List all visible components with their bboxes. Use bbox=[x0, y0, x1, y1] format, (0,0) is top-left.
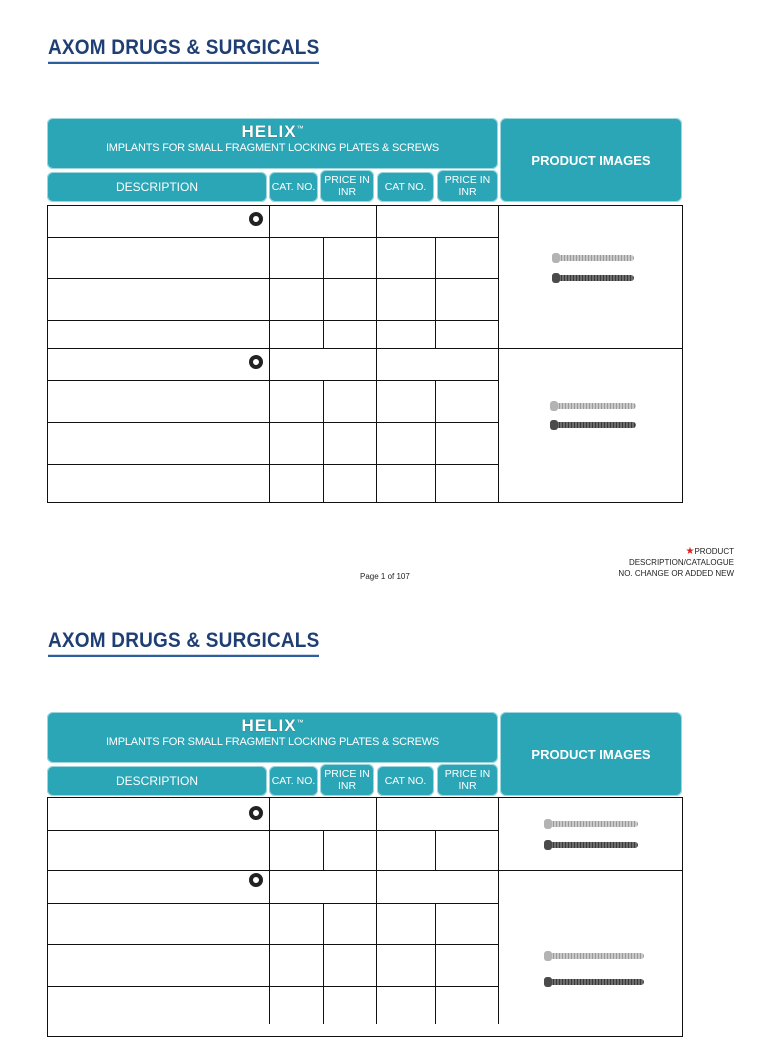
star-icon: ★ bbox=[685, 546, 695, 557]
table-subtitle: IMPLANTS FOR SMALL FRAGMENT LOCKING PLATES & SCREWS bbox=[105, 736, 440, 748]
price-header-2: PRICE IN INR bbox=[437, 170, 498, 202]
description-header: DESCRIPTION bbox=[47, 172, 267, 202]
ring-icon bbox=[249, 212, 263, 226]
screw-image bbox=[554, 422, 636, 428]
product-images-header: PRODUCT IMAGES bbox=[500, 712, 682, 796]
description-header: DESCRIPTION bbox=[47, 766, 267, 796]
ring-icon bbox=[249, 806, 263, 820]
price-header-2: PRICE IN INR bbox=[437, 764, 498, 796]
note-line-3: NO. CHANGE OR ADDED NEW bbox=[618, 569, 734, 578]
screw-image bbox=[548, 953, 644, 959]
cat-no-header-2: CAT NO. bbox=[377, 172, 434, 202]
table-header-banner bbox=[47, 118, 498, 169]
price-header: PRICE IN INR bbox=[320, 764, 374, 796]
screw-image bbox=[554, 403, 636, 409]
table-subtitle: IMPLANTS FOR SMALL FRAGMENT LOCKING PLATES & SCREWS bbox=[105, 142, 440, 154]
screw-image bbox=[548, 842, 638, 848]
cat-no-header-2: CAT NO. bbox=[377, 766, 434, 796]
cat-no-header: CAT. NO. bbox=[269, 172, 318, 202]
product-images-header: PRODUCT IMAGES bbox=[500, 118, 682, 202]
product-table bbox=[47, 205, 683, 503]
company-name: AXOM DRUGS & SURGICALS bbox=[48, 629, 319, 657]
screw-image bbox=[548, 979, 644, 985]
page-number: Page 1 of 107 bbox=[360, 572, 410, 581]
ring-icon bbox=[249, 355, 263, 369]
note-line-1: PRODUCT bbox=[694, 547, 734, 556]
brand-logo: HELIX bbox=[241, 716, 297, 735]
screw-image bbox=[548, 821, 638, 827]
change-note bbox=[618, 546, 734, 579]
brand-logo: HELIX bbox=[241, 122, 297, 141]
ring-icon bbox=[249, 873, 263, 887]
trademark: ™ bbox=[296, 719, 304, 727]
price-header: PRICE IN INR bbox=[320, 170, 374, 202]
screw-image bbox=[556, 275, 634, 281]
screw-image bbox=[556, 255, 634, 261]
trademark: ™ bbox=[296, 125, 304, 133]
company-name: AXOM DRUGS & SURGICALS bbox=[48, 36, 319, 64]
product-table bbox=[47, 797, 683, 1037]
table-header-banner bbox=[47, 712, 498, 763]
cat-no-header: CAT. NO. bbox=[269, 766, 318, 796]
note-line-2: DESCRIPTION/CATALOGUE bbox=[628, 558, 734, 567]
